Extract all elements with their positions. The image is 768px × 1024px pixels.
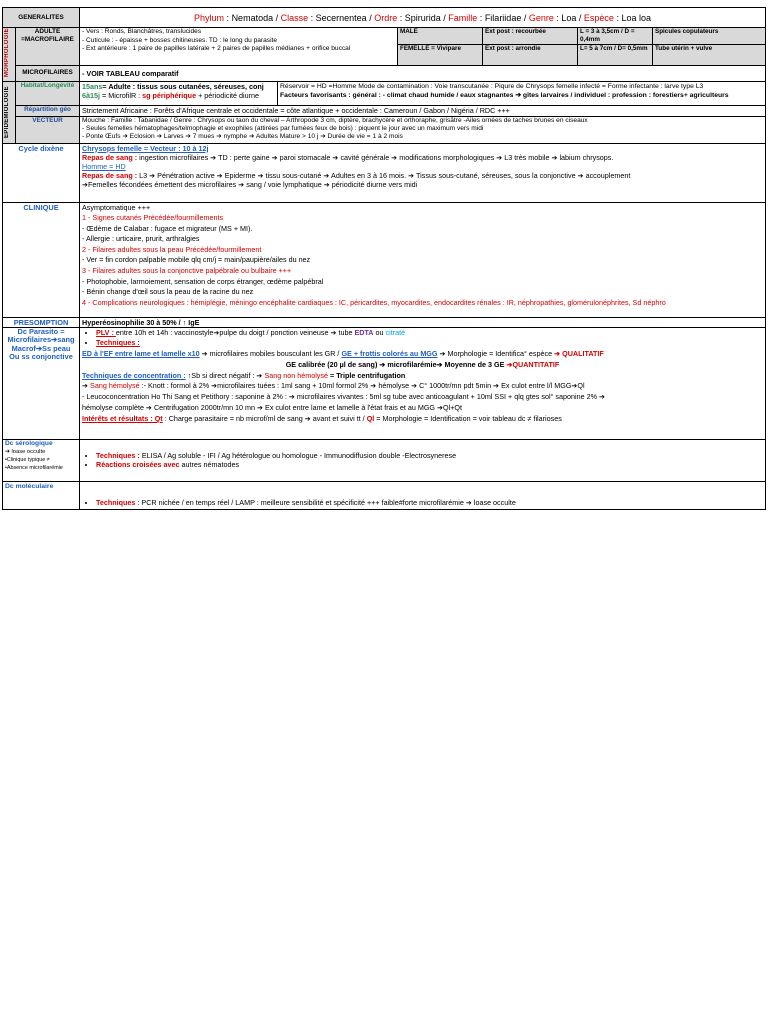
female-ext: Ext post : arrondie — [483, 45, 578, 65]
generalites-label: GENERALITES — [3, 8, 80, 28]
dc-parasito-label: Dc Parasito = Microfilaires➔sang Macrof➔Ss peau Ou ss conjonctive — [3, 327, 80, 439]
vecteur-label: VECTEUR — [16, 116, 80, 143]
taxonomy-line: Phylum : Nematoda / Classe : Secernentea / Ordre : Spirurida / Famille : Filariidae / Genre : Loa / Espèce : Loa loa — [80, 8, 766, 28]
dc-parasito-text: • PLV : entre 10h et 14h : vaccinostyle➔pulpe du doigt / ponction veineuse ➔ tube EDTA ou citraté • Techniques : ED à l'EF entre lame et lamelle x10 ➔ microfilaires mobiles bousculant les GR / GE + frottis colorés au MGG ➔ Morphologie = Identifica° espèce ➔ QUALITATIF GE calibrée (20 µl de sang) ➔ microfilarémie➔ Moyenne de 3 GE ➔QUANTITATIF Techniques de concentration : ↑Sb si direct négatif : ➔ Sang non hémolysé = Triple centrifugation ➔ Sang hémolysé :- Knott : formol à 2% ➔microfilaires tuées : 1ml sang + 10ml formol 2% ➔ hémolyse ➔ C° 1000tr/mn pdt 5min ➔ Ex culot entre l/l MGG➔Ql - Leucoconcentration Ho Thi Sang et Petithory : saponine à 2% : ➔ microfilaires vivantes : 5ml sg tube avec anticoagulant + 10ml SSI + qlq gtes sol° saponine 2% ➔ hémolyse complète ➔ Centrifugation 2000tr/mn 10 mn ➔ Ex culot entre lame et lamelle à l'état frais et au MGG ➔Ql+Qt Intérêts et résultats : Qt : Charge parasitaire = nb microf/ml de sang ➔ avant et suivi tt / Ql = Morphologie = Identification = voir tableau dc ≠ filarioses — [80, 327, 766, 439]
female-extra: Tube utérin + vulve — [653, 45, 766, 65]
cycle-text: Chrysops femelle = Vecteur : 10 à 12j Repas de sang : ingestion microfilaires ➔ TD : perte gaine ➔ paroi stomacale ➔ cavité générale ➔ modifications morphologiques ➔ L3 très mobile ➔ labium chrysops. Homme = HD Repas de sang : L3 ➔ Pénétration active ➔ Epiderme ➔ tissu sous-cutané ➔ Adultes en 3 à 16 mois. ➔ Tissus sous-cutané, séreuses, sous la conjonctive ➔ accouplement ➔Femelles fécondées émettent des microfilaires ➔ sang / voie lymphatique ➔ périodicité diurne vers midi — [80, 143, 766, 202]
male-female-table — [398, 28, 765, 65]
female-dimensions: L= 5 à 7cm / D= 0,5mm — [578, 45, 653, 65]
morphologie-vertical-label: MORPHOLOGIE — [3, 28, 16, 82]
clinique-label: CLINIQUE — [3, 202, 80, 317]
dc-sero-text: • Techniques : ELISA / Ag soluble - IFI / Ag hétérologue ou homologue - Immunodiffusion double -Electrosynerese • Réactions croisées avec autres nématodes — [80, 439, 766, 481]
male-dimensions: L = 3 à 3,5cm / D = 0,4mm — [578, 28, 653, 45]
male-label: MALE — [398, 28, 483, 45]
habitat-text: 15ans= Adulte : tissus sous cutanées, séreuses, conj 6à15j = MicrofilR : sg périphérique + périodicité diurne — [80, 81, 278, 105]
microfilaires-text: - VOIR TABLEAU comparatif — [80, 65, 766, 81]
clinique-text: Asymptomatique +++ 1 - Signes cutanés Précédée/fourmillements - Œdème de Calabar : fugace et migrateur (MS + MI). - Allergie : urticaire, prurit, arthralgies 2 - Filaires adultes sous la peau Précédée/fourmillement - Ver = fin cordon palpable mobile qlq cm/j = main/paupière/ailes du nez 3 - Filaires adultes sous la conjonctive palpébrale ou bulbaire +++ - Photophobie, larmoiement, sensation de corps étranger, œdème palpébral - Bénin change d'œil sous la peau de la racine du nez 4 - Complications neurologiques : hémiplégie, méningo encéphalite cardiaques : IC, péricardites, myocardites, endocardites rénales : IR, néphropathies, glomérulonéphrites, Sd néphro — [80, 202, 766, 317]
habitat-label: Habitat/Longévité — [16, 81, 80, 105]
vecteur-text: Mouche : Famille : Tabanidae / Genre : Chrysops ou taon du cheval – Arthropode 3 cm, diptère, brachycère et orthoraphe, grisâtre -Ailes ornées de taches brunes en ciseaux - Seules femelles hématophages/telmophagie et exophiles (attirées par fumées feux de bois) : piquent le jour avec un maximum vers midi - Ponte Œufs ➔ Eclosion ➔ Larves ➔ 7 mues ➔ nymphe ➔ Adultes Mature > 10 j ➔ Durée de vie = 1 à 2 mois — [80, 116, 766, 143]
microfilaires-label: MICROFILAIRES — [16, 65, 80, 81]
female-label: FEMELLE = Vivipare — [398, 45, 483, 65]
repartition-label: Répartition géo — [16, 105, 80, 116]
male-ext: Ext post : recourbée — [483, 28, 578, 45]
epidemiologie-vertical-label: EPIDEMIOLOGIE — [3, 81, 16, 143]
sex-table-cell — [398, 28, 766, 66]
cycle-label: Cycle dixène — [3, 143, 80, 202]
presomption-label: PRESOMPTION — [3, 317, 80, 327]
dc-mol-label: Dc moléculaire — [3, 481, 80, 509]
dc-sero-label: Dc sérologique ➔ loase occulte •Clinique typique ≠ •Absence microfilarémie — [3, 439, 80, 481]
loa-loa-summary-sheet — [2, 7, 765, 510]
dc-mol-text: • Techniques : PCR nichée / en temps réel / LAMP : meilleure sensibilité et spécificité +++ faible#forte microfilarémie ➔ loase occulte — [80, 481, 766, 509]
repartition-text: Strictement Africaine : Forêts d'Afrique centrale et occidentale = côte atlantique + occidentale : Cameroun / Gabon / Nigéria / RDC +++ — [80, 105, 766, 116]
reservoir-text: Réservoir = HD =Homme Mode de contamination : Voie transcutanée : Piqure de Chrysops femelle infecté = Forme infectante : larve type L3 Facteurs favorisants : général : - climat chaud humide / eaux stagnantes ➔ gîtes larvaires / individuel : profession : forestiers+ agriculteurs — [278, 81, 766, 105]
presomption-text: Hyperéosinophilie 30 à 50% / ↑ IgE — [80, 317, 766, 327]
summary-table — [2, 7, 766, 510]
male-extra: Spicules copulateurs — [653, 28, 766, 45]
adulte-label: ADULTE =MACROFILAIRE — [16, 28, 80, 66]
adulte-description: - Vers : Ronds, Blanchâtres, translucides - Cuticule : - épaisse + bosses chitineuses. TD : le long du parasite - Ext antérieure : 1 paire de papilles latérale + 2 paires de papilles médianes + orifice buccal — [80, 28, 398, 66]
